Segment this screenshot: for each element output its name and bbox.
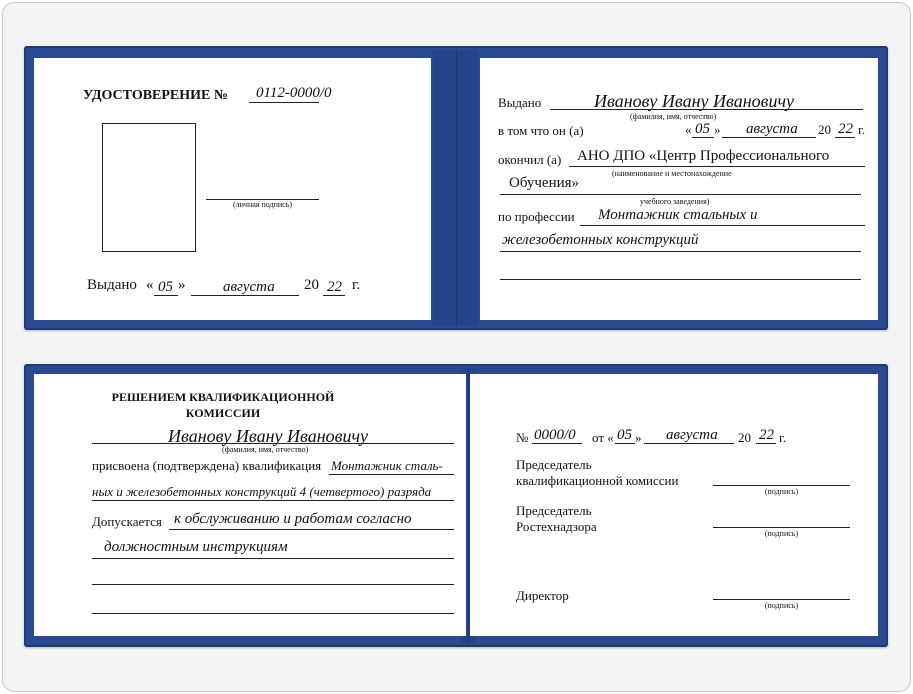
decision-heading-1: РЕШЕНИЕМ КВАЛИФИКАЦИОННОЙ [111,390,335,404]
holder-name-caption: (фамилия, имя, отчество) [222,445,309,454]
profession-line-2: железобетонных конструкций [502,232,699,248]
admitted-line-2-rule [92,558,454,559]
org-line-2: Обучения» [509,175,580,191]
chair-rtn-sign-line [713,527,850,528]
issued-month-line [191,295,299,296]
recipient-name-caption: (фамилия, имя, отчество) [630,112,717,121]
director-sign-line [713,599,850,600]
date-day-line [692,137,714,138]
protocol-from-label: от « [592,430,614,445]
protocol-number: 0000/0 [534,427,576,443]
issued-day: 05 [158,279,173,295]
admitted-line-2: должностным инструкциям [104,539,288,555]
finished-label: окончил (а) [498,152,562,167]
photo-placeholder [102,123,196,252]
issued-year-line [323,295,345,296]
qualification-line-1-rule [329,474,454,475]
qualification-line-2: ных и железобетонных конструкций 4 (четвертого) разряда [92,484,432,499]
date-year-line [835,137,855,138]
qualification-line-1: Монтажник сталь- [331,458,443,473]
profession-line-3-rule [500,279,861,280]
org-line-1: АНО ДПО «Центр Профессионального [577,148,830,164]
issued-label: Выдано [87,277,137,293]
profession-line-2-rule [500,251,861,252]
recipient-name: Иванову Ивану Ивановичу [594,91,795,111]
date-year: 22 [838,121,853,137]
admitted-line-1: к обслуживанию и работам согласно [174,511,412,527]
holder-name: Иванову Ивану Ивановичу [168,426,369,446]
that-label: в том что он (а) [498,123,584,138]
issued-quote-open: « [146,277,154,293]
chair-rtn-line-1: Председатель [516,503,592,518]
top-left-page [34,58,431,320]
protocol-day-line [615,443,635,444]
signature-caption: (личная подпись) [232,200,293,209]
issued-year-suffix: г. [352,277,361,293]
bottom-left-page [34,374,466,636]
profession-line-1-rule [580,225,865,226]
admitted-line-3-rule [92,584,454,585]
top-booklet-spine [433,50,478,326]
qualification-line-2-rule [92,500,454,501]
protocol-year-line [756,443,776,444]
date-quote-close: » [714,122,721,137]
profession-line-1: Монтажник стальных и [598,207,758,223]
admitted-line-1-rule [169,529,454,530]
cert-number: 0112-0000/0 [256,85,332,101]
issued-quote-close: » [178,277,186,293]
org-line-1-rule [569,166,865,167]
issued-month: августа [223,279,275,295]
issued-year: 22 [327,279,342,295]
chair-rtn-line-2: Ростехнадзора [516,519,597,534]
admitted-label: Допускается [92,514,162,529]
protocol-day: 05 [617,427,632,443]
cert-number-line [249,102,319,103]
date-quote-open: « [685,122,692,137]
director-label: Директор [516,588,569,603]
assigned-label: присвоена (подтверждена) квалификация [92,458,322,473]
issued-day-line [154,295,178,296]
protocol-month: августа [666,427,718,443]
chair-qual-sign-line [713,485,850,486]
protocol-year-suffix: г. [779,430,787,445]
issued-to-label: Выдано [498,95,542,110]
holder-name-line [92,443,454,444]
chair-rtn-sign-caption: (подпись) [764,529,799,538]
org-caption-1: (наименование и местонахождение [612,169,732,178]
director-sign-caption: (подпись) [764,601,799,610]
chair-qual-sign-caption: (подпись) [764,487,799,496]
protocol-quote-close: » [635,430,642,445]
profession-label: по профессии [498,209,575,224]
admitted-line-4-rule [92,613,454,614]
date-year-suffix: г. [858,122,866,137]
cert-title: УДОСТОВЕРЕНИЕ № [83,88,228,103]
protocol-number-line [532,443,582,444]
date-month-line [722,137,816,138]
protocol-month-line [644,443,734,444]
issued-year-prefix: 20 [304,277,319,293]
decision-heading-2: КОМИССИИ [185,406,261,420]
protocol-year: 22 [759,427,774,443]
recipient-name-line [550,109,863,110]
org-line-2-rule [500,194,861,195]
org-caption-2: учебного заведения) [640,197,710,206]
date-month: августа [746,121,798,137]
date-day: 05 [695,121,710,137]
bottom-right-page [470,374,878,636]
protocol-number-label: № [516,430,529,445]
chair-qual-line-1: Председатель [516,457,592,472]
date-year-prefix: 20 [818,122,831,137]
chair-qual-line-2: квалификационной комиссии [516,473,679,488]
protocol-year-prefix: 20 [738,430,751,445]
top-right-page [480,58,878,320]
